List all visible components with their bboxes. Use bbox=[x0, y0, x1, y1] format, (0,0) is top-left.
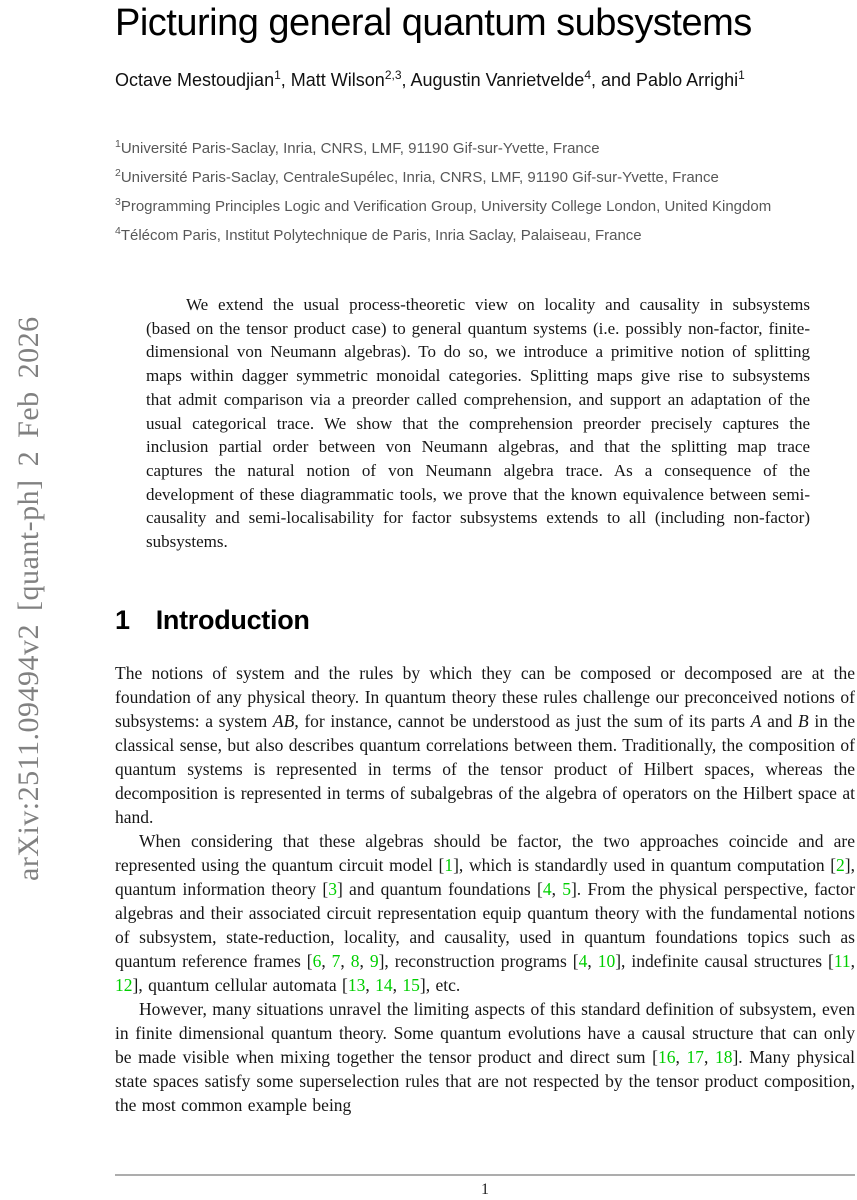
page-number: 1 bbox=[481, 1181, 489, 1198]
author-affil-mark: 1 bbox=[738, 68, 745, 82]
citation-link[interactable]: 7 bbox=[331, 950, 341, 971]
text-segment: , bbox=[587, 950, 598, 971]
math-inline: A bbox=[750, 710, 762, 731]
text-segment: in the classical sense, but also describes quantum correlations between them. Traditionally, the composition of quantum systems is represented in terms of the tensor product of Hilbert spaces, whereas the decomposition is represented in terms of subalgebras of the algebra of operators on the Hilbert space at hand. bbox=[115, 710, 855, 827]
paper-title: Picturing general quantum subsystems bbox=[115, 2, 752, 44]
citation-link[interactable]: 16 bbox=[657, 1046, 676, 1067]
text-segment: , bbox=[675, 1046, 687, 1067]
citation-link[interactable]: 10 bbox=[597, 950, 616, 971]
page-footer bbox=[115, 1174, 855, 1199]
text-segment: ] and quantum foundations [ bbox=[336, 878, 543, 899]
citation-link[interactable]: 5 bbox=[562, 878, 571, 899]
text-segment: ], quantum information theory [ bbox=[115, 854, 855, 899]
text-segment: , bbox=[703, 1046, 715, 1067]
section-title: Introduction bbox=[155, 604, 310, 635]
text-segment: ], etc. bbox=[419, 974, 461, 995]
text-segment: , bbox=[551, 878, 563, 899]
section-number: 1 bbox=[115, 604, 130, 635]
text-segment: , bbox=[850, 950, 855, 971]
text-segment: When considering that these algebras should be factor, the two approaches coincide and are represented using the quantum circuit model [ bbox=[115, 830, 855, 875]
author-name: Pablo Arrighi bbox=[636, 70, 739, 90]
math-inline: B bbox=[798, 710, 809, 731]
citation-link[interactable]: 4 bbox=[578, 950, 588, 971]
author-name: Matt Wilson bbox=[290, 70, 385, 90]
paragraph bbox=[115, 829, 855, 997]
citation-link[interactable]: 6 bbox=[312, 950, 322, 971]
author-affil-mark: 4 bbox=[584, 68, 591, 82]
affiliation-text: Télécom Paris, Institut Polytechnique de Paris, Inria Saclay, Palaiseau, France bbox=[120, 227, 642, 244]
citation-link[interactable]: 3 bbox=[328, 878, 337, 899]
citation-link[interactable]: 2 bbox=[836, 854, 845, 875]
citation-link[interactable]: 13 bbox=[347, 974, 366, 995]
text-segment: ], reconstruction programs [ bbox=[378, 950, 579, 971]
text-segment: , bbox=[365, 974, 376, 995]
paper-content bbox=[115, 0, 855, 1168]
author-separator: , and bbox=[591, 70, 637, 90]
affiliation-text: Université Paris-Saclay, CentraleSupélec, Inria, CNRS, LMF, 91190 Gif-sur-Yvette, France bbox=[120, 169, 719, 186]
paragraph bbox=[115, 997, 855, 1117]
citation-link[interactable]: 12 bbox=[115, 974, 133, 995]
citation-link[interactable]: 18 bbox=[714, 1046, 733, 1067]
text-segment: The notions of system and the rules by which they can be composed or decomposed are at the foundation of any physical theory. In quantum theory these rules challenge our preconceived notions of subsystems: a system bbox=[115, 662, 855, 731]
citation-link[interactable]: 4 bbox=[542, 878, 552, 899]
author-name: Augustin Vanrietvelde bbox=[410, 70, 585, 90]
author-line bbox=[115, 63, 855, 92]
text-segment: and bbox=[761, 710, 798, 731]
author-name: Octave Mestoudjian bbox=[115, 70, 275, 90]
text-segment: ], indefinite causal structures [ bbox=[615, 950, 834, 971]
author-affil-mark: 1 bbox=[274, 68, 281, 82]
affiliation-mark: 1 bbox=[115, 138, 121, 150]
abstract: We extend the usual process-theoretic view on locality and causality in subsystems (based on the tensor product case) to general quantum systems (i.e. possibly non-factor, finite-dimensional von Neumann algebras). To do so, we introduce a primitive notion of splitting maps within dagger symmetric monoidal categories. Splitting maps give rise to subsystems that admit comparison via a preorder called comprehension, and support an adaptation of the usual categorical trace. We show that the comprehension preorder precisely captures the inclusion partial order between von Neumann algebras, and that the splitting map trace captures the natural notion of von Neumann algebra trace. As a consequence of the development of these diagrammatic tools, we prove that the known equivalence between semi-causality and semi-localisability for factor subsystems extends to all (including non-factor) subsystems. bbox=[146, 295, 810, 552]
text-segment: , bbox=[321, 950, 332, 971]
text-segment: ], which is standardly used in quantum computation [ bbox=[453, 854, 837, 875]
affiliation-line bbox=[115, 161, 855, 190]
affiliation-list bbox=[115, 132, 855, 248]
text-segment: , bbox=[392, 974, 403, 995]
paragraph bbox=[115, 661, 855, 829]
arxiv-stamp: arXiv:2511.09494v2 [quant-ph] 2 Feb 2026 bbox=[12, 316, 45, 881]
affiliation-mark: 4 bbox=[115, 225, 121, 237]
text-segment: ]. From the physical perspective, factor algebras and their associated circuit representation equip quantum theory with the fundamental notions of subsystem, state-reduction, locality, and causality, used in quantum foundations topics such as quantum reference frames [ bbox=[115, 878, 855, 971]
citation-link[interactable]: 17 bbox=[686, 1046, 704, 1067]
text-segment: , bbox=[359, 950, 370, 971]
citation-link[interactable]: 11 bbox=[833, 950, 851, 971]
footer-rule bbox=[115, 1174, 855, 1176]
text-segment: ]. Many physical state spaces satisfy some superselection rules that are not respected by the tensor product composition, the most common example being bbox=[115, 1046, 855, 1115]
affiliation-line bbox=[115, 132, 855, 161]
math-inline: AB bbox=[272, 710, 295, 731]
affiliation-mark: 3 bbox=[115, 196, 121, 208]
citation-link[interactable]: 1 bbox=[444, 854, 454, 875]
author-separator: , bbox=[401, 70, 411, 90]
author-separator: , bbox=[280, 70, 291, 90]
body-paragraphs bbox=[115, 661, 855, 1117]
affiliation-text: Université Paris-Saclay, Inria, CNRS, LMF, 91190 Gif-sur-Yvette, France bbox=[120, 140, 600, 157]
text-segment: , bbox=[340, 950, 351, 971]
citation-link[interactable]: 9 bbox=[369, 950, 379, 971]
citation-link[interactable]: 8 bbox=[350, 950, 360, 971]
citation-link[interactable]: 15 bbox=[402, 974, 420, 995]
text-segment: ], quantum cellular automata [ bbox=[132, 974, 348, 995]
text-segment: , for instance, cannot be understood as just the sum of its parts bbox=[294, 710, 751, 731]
affiliation-text: Programming Principles Logic and Verification Group, University College London, United Kingdom bbox=[120, 198, 772, 215]
text-segment: However, many situations unravel the limiting aspects of this standard definition of subsystem, even in finite dimensional quantum theory. Some quantum evolutions have a causal structure that can only be made visible when mixing together the tensor product and direct sum [ bbox=[115, 998, 855, 1067]
citation-link[interactable]: 14 bbox=[375, 974, 393, 995]
affiliation-mark: 2 bbox=[115, 167, 121, 179]
section-heading bbox=[115, 604, 855, 636]
affiliation-line bbox=[115, 190, 855, 219]
author-affil-mark: 2,3 bbox=[384, 68, 402, 82]
affiliation-line bbox=[115, 219, 855, 248]
